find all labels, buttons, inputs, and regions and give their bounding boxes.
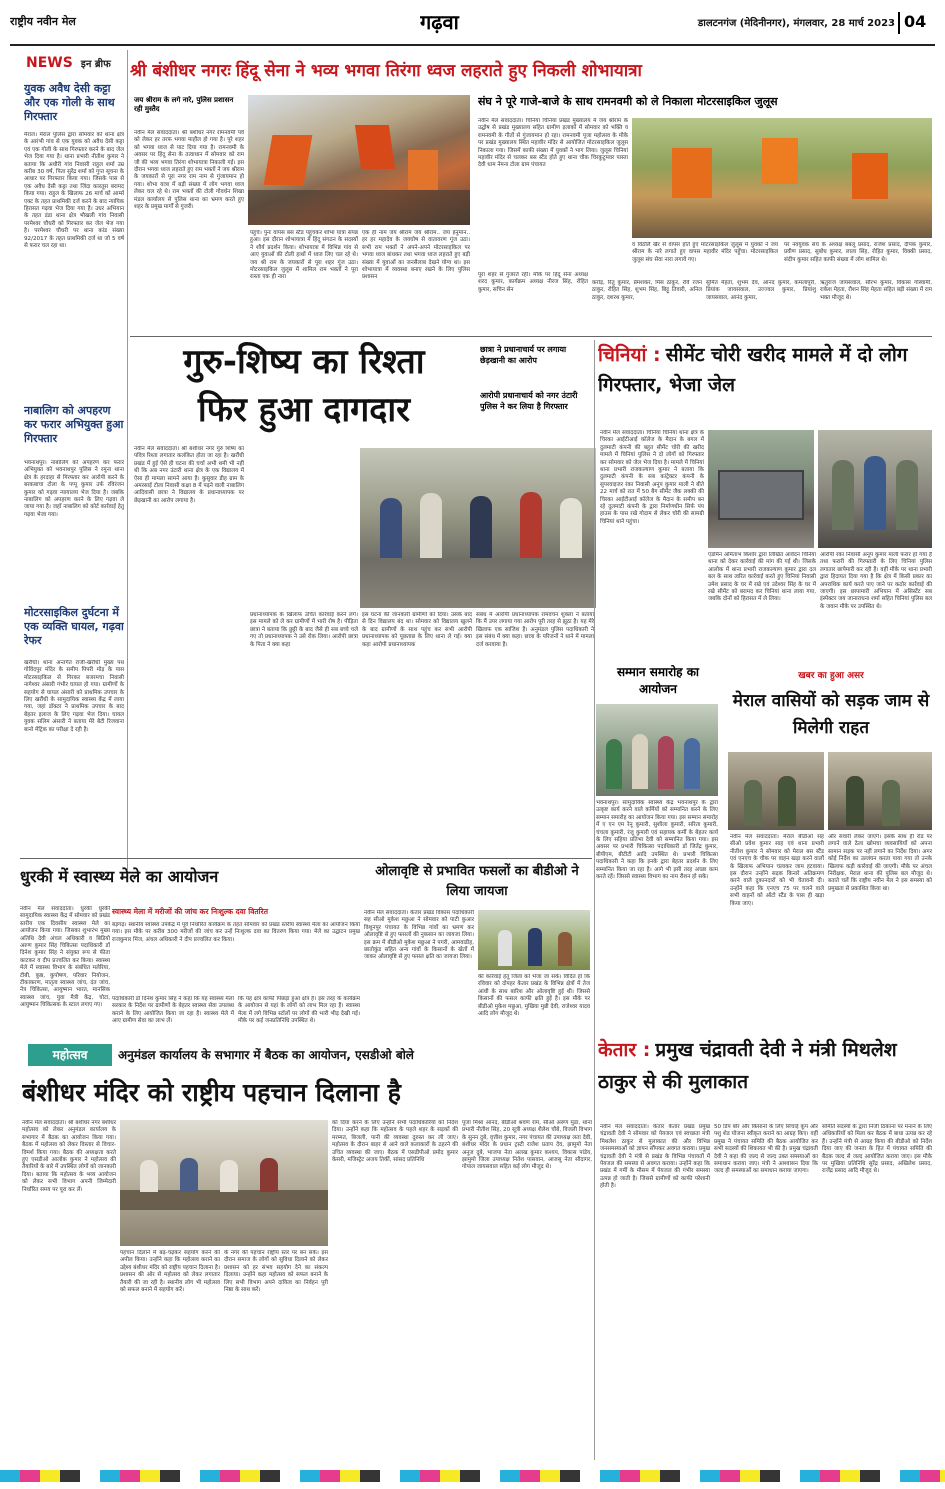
- story7-body-col1: नवीन मेल संवाददाता। धुरकी धुरकी सामुदायिक स्वास्थ्य केंद्र में सोमवार को प्रखंड स्तरीय एक दिवसीय स्वास्थ्य मेले का आयोजन किया गया। जिसका शुभारंभ मुख्य अतिथि देवी अंचल अधिकारी व बिडियो अरुण कुमार सिंह चिकित्सा पदाधिकारी डॉ दिनेश कुमार सिंह ने संयुक्त रूप से फीता काटकर व दीप प्रज्वलित कर किया। स्वास्थ्य मेले में स्वास्थ्य विभाग के संबंधित मलेरिया, टीबी, कुष्ठ, कुपोषण, परिवार नियोजन, टीकाकरण, मातृत्व स्वास्थ्य जांच, दंत जांच, नेत्र चिकित्सा, आयुष्मान भारत, मानसिक स्वास्थ्य जांच, युवा मैत्री केंद्र, चोटा, आयुष्मान चिकित्सक के स्टाल लगाए गए।: [20, 906, 110, 1009]
- news-badge-label: NEWS: [26, 55, 73, 71]
- sidebar-badge: [26, 52, 124, 76]
- sidebar-body-3: खरौंधी। थाना अन्तर्गत राजी-खरौंधी मुख्य पथ गोविंदपुर मंदिर के समीप पिपरी मोड़ के पास मोटरसाइकिल से गिरकर बजरमचा निवासी नागेश्वर अंसारी गंभीर घायल हो गया। ग्रामीणों के सहयोग से घायल अंसारी को प्राथमिक उपचार के लिए खरौंधी के सामुदायिक स्वास्थ्य केंद्र में लाया गया, जहां डॉक्टर ने प्राथमिक उपचार के बाद बेहतर इलाज के लिए गढ़वा भेज दिया। घायल युवक सलिम अंसारी ने बताया मेरे बेटी रिजवाना बानो मेट्रिक का परीक्षा दे रही है।: [24, 660, 124, 733]
- story2-body-col2: पूरा शहर से गुजरते रहीं। मौके पर हिंदू सेना अध्यक्ष शरद कुमार, कार्यक्रम अध्यक्ष नीरज सिंह, रोहित कुमार, सचिन सेन: [478, 272, 588, 293]
- mid-rule: [20, 858, 592, 859]
- story3-body-col1: नवीन मेल संवाददाता। श्री बंशीधर नगर गुरु शिष्य का पवित्र रिश्ता लगातार कलंकित होता जा रहा है। खरौंधी प्रखंड में हुई ऐसे ही घटना की चर्चा अभी थमी भी नहीं थी कि अब नगर उंटारी थाना क्षेत्र के एक विद्यालय में ऐसा ही मामला सामने आया है। कुसुवार डीह ग्राम के अमरसाई टोला निवासी कक्षा 8 में पढ़ने वाली नाबालिग आदिवासी छात्रा ने विद्यालय के प्रधानाध्यापक पर छेड़खानी का आरोप लगाया है।: [134, 446, 244, 504]
- story5-body: भवनाथपुर। सामुदायिक स्वास्थ्य केंद्र भवनाथपुर के द्वारा उत्कृष्ट कार्य करने वाले कर्मियों को सम्मानित करने के लिए सम्मान समारोह का आयोजन किया गया। इस सम्मान समारोह में ए एन एम रेनू कुमारी, सुशीला कुमारी, सरिता कुमारी, चंचला कुमारी, रंजू कुमारी एवं सहायक कर्मी के बेहतर कार्य के लिए सहिया प्रतिभा देवी को सम्मानित किया गया। इस अवसर पर प्रभारी चिकित्सा पदाधिकारी डॉ जितेंद्र कुमार, बीपीएम, बीटीटी आदि उपस्थित थे। प्रभारी चिकित्सा पदाधिकारी ने कहा कि इनके द्वारा बेहतर प्रदर्शन के लिए सम्मानित किया जा रहा है। आगे भी इसी तरह अच्छा काम करते रहें। जिससे स्वास्थ्य विभाग का नाम रौशन हो सके।: [596, 800, 718, 881]
- registration-strip: [0, 1470, 945, 1482]
- sidebar-headline-2: नाबालिग को अपहरण कर फरार अभियुक्त हुआ गिरफ्तार: [24, 404, 124, 445]
- story6-photo-left: [728, 752, 824, 830]
- story5-headline: सम्मान समारोह का आयोजन: [616, 665, 700, 696]
- story1-headline: हिंदू सेना ने भव्य भगवा तिरंगा ध्वज लहराते हुए निकली शोभायात्रा: [235, 61, 642, 81]
- story1-body-col1: नवीन मेल संवाददाता। श्री बंशीधर नगर रामनवमी पर्व को लेकर हर तरफ भगवा माहौल हो गया है। पूरे शहर को भगवा ध्वज से पाट दिया गया है। रामनवमी के अवसर पर हिंदू सेना के तत्वाधान में सोमवार को राम जी की भव्य भगवा तिरंगा शोभायात्रा निकाली गई। इस दौरान भगवा ध्वज लहराते हुए राम भक्तों ने जय श्रीराम के जयकारों से पूरा नगर राम नाम से गुंजायमान हो गया। शोभा यात्रा में बड़ी संख्या में लोग भगवा ध्वज लेकर चल रहे थे। राम भक्तों की टोली गोवर्धन शिखा मंडल कार्यालय से पुलिस थाना का भ्रमण करते हुए शहर के प्रमुख मार्गों से गुजरी।: [134, 130, 244, 211]
- story1-subhead: जय श्रीराम के लगे नारे, पुलिस प्रशासन रही मुस्तैद: [134, 96, 234, 113]
- sidebar-divider: [127, 50, 128, 870]
- story3-headline-1: गुरु-शिष्य का रिश्ता: [183, 342, 425, 382]
- mahotsav-body-col3: के नगर की पहचान राष्ट्रीय स्तर पर बन सके। इस दौरान समाज के लोगों को सुविधा दिलाने को लेकर प्रशासन को हर संभव सहयोग देने का संकल्प दिलाया। उन्होंने कहा महोत्सव को सफल बनाने के लिए सभी विभाग अपने दायित्व का निर्वहन पूरी निष्ठा के साथ करें।: [224, 1250, 328, 1294]
- story8-headline: ओलावृष्टि से प्रभावित फसलों का बीडीओ ने लिया जायजा: [375, 864, 579, 899]
- right-col-divider: [594, 340, 595, 1460]
- story9-kicker: केतार :: [598, 1039, 651, 1061]
- story8-photo: [478, 910, 590, 970]
- mahotsav-body-col2: पहचान दिलाने में बढ़-चढ़कर सहयोग करने की अपील किया। उन्होंने कहा कि महोत्सव कराने का उद्देश्य बंशीधर मंदिर को राष्ट्रीय पहचान दिलाना है। प्रशासन की ओर से महोत्सव को लेकर लगातार तैयारी की जा रही है। स्थानीय लोग भी महोत्सव को सफल बनाने में सहयोग करें।: [120, 1250, 220, 1294]
- story1-photo: [248, 95, 470, 225]
- mahotsav-tag: महोत्सव: [28, 1044, 112, 1066]
- story4-photo-right: [818, 430, 932, 548]
- masthead: [0, 0, 945, 46]
- story9-body-col2: 50 डिप बोर और किसानों के लिए सिंचाई कूप और पशु शेड योजना स्वीकृत कराने का आग्रह किए। वहीं प्रमुख ने पंचायत समिति की बैठक आयोजित कर सभी सदस्यों की शिकायत भी की है। प्रमुख चंद्रावती देवी ने कहा की जल्द से जल्द उक्त समस्याओं का समाधान कराया जाए। मंत्री ने आश्वासन दिया कि जल्द ही समस्याओं का समाधान कराया जाएगा।: [714, 1124, 818, 1175]
- story9-headline: प्रमुख चंद्रावती देवी ने मंत्री मिथलेश ठाकुर से की मुलाकात: [598, 1039, 897, 1093]
- section-title: गढ़वा: [420, 10, 459, 34]
- story4-kicker: चिनियां :: [598, 344, 661, 366]
- story2-body-col3: करोड़, रितु कुमार, प्रेमशंकर, मिंस ठाकुर, रवि रंजन ठाकुर, रोहित सिंह, शुभम सिंह, बिट्टू तिवारी, अनिल ठाकुर, दशरथ कुमार,: [592, 280, 702, 301]
- story7-body-col3: पदाधिकारी डॉ दिनेश कुमार सिंह ने कहा कि यह स्वास्थ्य मेला सरकार के निर्देश पर ग्रामीणों के बेहतर स्वास्थ्य सेवा उपलब्ध कराने के लिए आयोजित किया जा रहा है। स्वास्थ्य मेले में आए ग्रामीण सेवा का लाभ लें।: [112, 996, 234, 1025]
- story7-headline: धुरकी में स्वास्थ्य मेले का आयोजन: [20, 867, 219, 886]
- story6-photo-right: [828, 752, 932, 830]
- story4-body-col1: नवीन मेल संवाददाता। चिनियां चिनियां थाना क्षेत्र के चिरका आईटीआई कॉलेज के मैदान के बगल में दुलमाटी कंपनी की बहुत सीमेंट चोरी की खरीद मामले में चिनियां पुलिस ने दो लोगों को गिरफ्तार कर सोमवार को जेल भेज दिया है। मामले में चिनियां थाना प्रभारी राजकल्याण कुमार ने बताया कि दुलमाटी कंपनी के सब कांट्रेक्टर कंपनी के सुपरवाइजर रंका निवासी अनूप कुमार माली ने बीते 22 मार्च को रात में 50 बैग सीमेंट जैक लक्की की चिरका आईटीआई कॉलेज के मैदान के समीप बन रहे दुलमाटी कंपनी के द्वारा निर्माणधीन सिर्फ पंप हाउस के पास रखे गोदाम से लेकर चोरी की सामग्री चिनियां थाने पहुंचा।: [600, 430, 704, 525]
- story4-headline: सीमेंट चोरी खरीद मामले में दो लोग गिरफ्तार, भेजा जेल: [598, 344, 908, 396]
- story7-body-col4: कि यह क्षेत्र काफी पिछड़ा हुआ क्षेत्र है। इस तरह के कार्यक्रम के आयोजन से यहां के लोगों को लाभ मिल रहा है। स्वास्थ्य मेला में लगे विभिन्न स्टॉलों पर लोगों की भारी भीड़ देखी गई। मौके पर कई जनप्रतिनिधि उपस्थित थे।: [238, 996, 360, 1025]
- mahotsav-photo: [120, 1120, 328, 1246]
- story6-body-col1: नवीन मेल संवाददाता। मेराल बीडीओ सह सीओ प्रवेश कुमार साह एवं थाना प्रभारी नीतीश कुमार ने सोमवार को मेराल बस स्टैंड एवं एनएच के चौक पर वाहन खड़ा करने वालों के खिलाफ अभियान चलाकर जाम हटवाया। इस दौरान उन्होंने सड़क किनारे अतिक्रमण करने वाले दुकानदारों को भी चेतावनी दी। उन्होंने कहा कि एनएच 75 पर चलने वाले सभी वाहनों को ऑटो स्टैंड के पास ही खड़ा किया जाए।: [730, 834, 824, 907]
- story9-headline-box: [598, 1034, 932, 1110]
- story6-tag: खबर का हुआ असर: [798, 671, 864, 681]
- mahotsav-body-col4: को दिया करने के लिए उन्होंने सभी पदाधिकारियों को निर्देश दिया। उन्होंने कहा कि महोत्सव के पहले शहर के सड़कों की मरम्मत, बिजली, पानी की व्यवस्था दुरुस्त कर ली जाए। महोत्सव के दौरान बाहर से आने वाले कलाकारों के ठहरने की उचित व्यवस्था की जाए। बैठक में एसडीपीओ प्रमोद कुमार केसरी, मजिस्ट्रेट अजय तिर्की, सांसद प्रतिनिधि: [332, 1120, 458, 1164]
- mahotsav-body-col5: पूजा मिश्रा आनंद, बीडीओ श्रवण राम, सीओ अरुण मुंडा, थाना प्रभारी नीतीश सिंह, 20 सूत्री अध्यक्ष शैलेश चौबे, विजली विभाग के सुनन दुबे, वृत्तीश कुमार, नगर पंचायत की उपाध्यक्ष लता देवी, बंशीधर मंदिर के प्रधान ट्रस्टी राजेश प्रताप देव, झामुमो नेता अनुज दुबे, भाजपा नेता अलख कुमार कश्यप, विकास पांडेय, झामुमो जिला उपाध्यक्ष नितेश पासवान, आजसू नेता सौदागर, गोपाल जायसवाल सहित कई लोग मौजूद थे।: [462, 1120, 592, 1171]
- mahotsav-body-col1: नवीन मेल संवाददाता। श्री बंशीधर नगर बंशीधर महोत्सव को लेकर अनुमंडल कार्यालय के सभागार में बैठक का आयोजन किया गया। बैठक में महोत्सव को लेकर विस्तार से विचार-विमर्श किया गया। बैठक की अध्यक्षता करते हुए एसडीओ आलोक कुमार ने महोत्सव की तैयारियों के बारे में उपस्थित लोगों को जानकारी दिया। बताया कि महोत्सव के भव्य आयोजन को लेकर सभी विभाग अपनी जिम्मेदारी निर्धारित समय पर पूरा कर लें।: [22, 1120, 116, 1193]
- story3-headline-2: फिर हुआ दागदार: [197, 390, 411, 430]
- story4-photo-left: [708, 430, 814, 548]
- story2-photo: [632, 118, 932, 238]
- sidebar-body-2: भवनाथपुर। नाबालिग को अपहरण कर फरार अभियुक्त को भवनाथपुर पुलिस ने रमुना थाना क्षेत्र के हरदाहा से गिरफ्तार कर आरोपी करने के बरकबाचा टोला के पप्पू कुमार उर्फ रविरंजन कुमार को गढ़वा न्यायालय भेज दिया है। जबकि नाबालिग को अपहरण करने के लिए गढ़वा ले जाया गया है। जहाँ नाबालिग को कोर्ट कार्रवाई हेतु गढ़वा भेजा गया।: [24, 460, 124, 518]
- story2-body: नवीन मेल संवाददाता। चिनियां चिनियां प्रखंड मुख्यालय में जय श्रीराम के उद्घोष से प्रखंड मुख्यालय सहित ग्रामीण इलाकों में सोमवार को भक्ति व रामनवमी के गीतों से गुंजायमान हो रहा। रामनवमी पूजा महोत्सव के मौके पर प्रखंड मुख्यालय स्थित महावीर मंदिर से आयोजित मोटरसाइकिल जुलूस निकाला गया। जिसमें काफी संख्या में युवकों ने भाग लिया। जुलूस चिनियां महावीर मंदिर से चलकर बस स्टैंड होते हुए थाना चौक चिरकुटुमवर पास्ता देवी धाम नेमना टोला ग्राम पंचायत: [478, 118, 628, 169]
- story8-body-col2: की कार्रवाई हेतु जिला को भेजा जा सके। विदित हो कि रविवार को दोपहर केतार प्रखंड के विभिन्न क्षेत्रों में तेज आंधी के साथ बारिश और ओलावृष्टि हुई थी। जिससे किसानों की फसल काफी क्षति हुई है। इस मौके पर बीडीओ मुकेश मछुआ, मुखिया मुन्नी देवी, राजेश्वर यादव आदि लोग मौजूद थे।: [478, 974, 590, 1018]
- sidebar-headline-3: मोटरसाइकिल दुर्घटना में एक व्यक्ति घायल, गढ़वा रेफर: [24, 606, 124, 647]
- story6-headline: मेराल वासियों को सड़क जाम से मिलेगी राहत: [732, 691, 930, 738]
- story3-photo: [360, 448, 596, 608]
- story1-body-col2: पहुंचे। पुनः वापस बस स्टैंड पहुंचकर शोभा यात्रा संपन्न हुआ। इस दौरान शोभायात्रा में हिंदू संगठन के सदस्यों ने शौर्य प्रदर्शन किया। शोभायात्रा में विभिन्न गांव से आए युवाओं की टोली हाथों में ध्वज लिए चल रहे थे। जय श्री राम के जयकारों से पूरा शहर गूंज उठा। मोटरसाइकिल जुलूस में शामिल राम भक्तों ने पूरा रास्ता एक ही नारा: [250, 230, 358, 281]
- story8-body-col1: नवीन मेल संवाददाता। केतार प्रखंड विकास पदाधिकारी सह सीओ मुकेश मछुआ ने सोमवार को पाटी कुआर विशुनपुर पंचायत के विभिन्न गांवों का भ्रमण कर ओलावृष्टि से हुए फसलों की नुकसान का जायजा लिया। इस क्रम में बीडीओ मुकेश मछुआ ने पगरी, आमवाडीह, छातोकुंड सहित अन्य गांवों के किसानों के खेतों में जाकर ओलावृष्टि से हुए फसल क्षति का जायजा लिया।: [364, 910, 474, 961]
- story2-body-col5: ऋतुराज जायसवाल, सौरभ कुमार, विकास गोस्वामी, राकेश मेहता, रौशन सिंह मेहता सहित बड़ी संख्या में राम भक्त मौजूद थे।: [820, 280, 932, 301]
- story2-caption-right: पर नवयुवक संघ के अध्यक्ष बबलू प्रसाद, राजेश प्रसाद, दीपक कुमार, प्रवीण प्रसाद, सुबोध कुमार, लाला सिंह, रोहित कुमार, विक्की प्रसाद, संदीप कुमार सहित काफी संख्या में लोग शामिल थे।: [784, 242, 932, 263]
- sidebar-headline-1: युवक अवैध देसी कट्टा और एक गोली के साथ गिरफ्तार: [24, 82, 115, 123]
- story3-deck-1: छात्रा ने प्रधानाचार्य पर लगाया छेड़खानी का आरोप: [480, 345, 567, 365]
- story1-body-col3: एक ही नाम जय श्रीराम जय श्रीराम.. जय हनुमान.. हर हर महादेव के जयघोष से वातावरण गूंज उठा। सभी राम भक्तों ने अपने-अपने मोटरसाइकिल पर भगवा ध्वज बांधकर तथा भगवा ध्वज लहराते हुए बड़ी संख्या में युवाओं का जनसैलाब देखने योग्य था। इस शोभायात्रा में व्यवस्था बनाए रखने के लिए पुलिस प्रशासन: [362, 230, 470, 281]
- story9-body-col3: समिति सदस्यों के द्वारा निजी ठिकाना पर मनाने के लिए अधिकारियों को मिला कर बैठक में बाधा उत्पन्न कर रहे हैं। उन्होंने मंत्री से आग्रह किया की बीडीओ को निर्देश दिया जाए की जनता के हित में पंचायत समिति की बैठक जल्द से जल्द आयोजित कराया जाए। इस मौके पर मुखिया प्रतिनिधि सुरेंद्र प्रसाद, अखिलेश प्रसाद, राजेंद्र प्रसाद आदि मौजूद थे।: [822, 1124, 932, 1175]
- story3-body-col3: इस घटना की जानकारी ग्रामीणों को दिया। उसके बाद से दिन विद्यालय बंद था। सोमवार को विद्यालय खुलने के बाद ग्रामीणों के साथ पहुंच कर सभी आरोपी प्रधानाध्यापक को पूछताछ के लिए थाना ले गई। क्या कहा आरोपी प्रधानाध्यापक: [362, 612, 472, 648]
- dateline: डालटनगंज (मेदिनीनगर), मंगलवार, 28 मार्च 2023: [697, 18, 895, 29]
- masthead-rule: [10, 44, 935, 46]
- story4-headline-box: [598, 340, 932, 414]
- story2-caption-left: व विठौलै खैर से वापस होते हुए मोटरसाइकिल जुलूस में युवकों ने जय श्रीराम के नारे लगाते हुए वापस महावीर मंदिर पहुँचा। मोटरसाइकिल जुलूस संघ सेवा नारा लगाये गए।: [632, 242, 778, 263]
- story7-body-col2: बड़गढ़। स्थानीय स्वास्थ्य उपकेंद्र में पूर्व निर्धारित कार्यक्रम के तहत सोमवार को प्रखंड स्तरीय स्वास्थ्य मेला का आयोजन किया गया। इस मौके पर करीब 300 मरीजों की जांच कर उन्हें निःशुल्क दवा का वितरण किया गया। मेले का उद्घाटन प्रमुख राजकुमार मिंज, अंचल अधिकारी ने दीप प्रज्वलित कर किया।: [112, 922, 360, 943]
- story4-body-col2: एडमिन अमिताभ किशोर द्वारा लिखित आवेदन चिनियां थाना को देकर कार्रवाई की मांग की गई थी। जिसके आलोक में थाना प्रभारी राजकल्याण कुमार द्वारा दल बल के साथ त्वरित कार्रवाई करते हुए चिनियां निवासी उमेश प्रसाद के घर में रखे एवं उदेश्वर सिंह के घर में रखे सीमेंट को बरामद कर चिनियां थाना लाया गया, जबकि दोनों को हिरासत में ले लिया।: [708, 552, 816, 603]
- story3-body-col4: संबंध में आरोपी प्रधानाध्यापक रामवचन शुक्ला ने बताया कि मैं उपर लगाया गया आरोप पूरी तरह से झूठा है। यह मेरे खिलाफ एक साजिश है। अनुमंडल पुलिस पदाधिकारी ने इस संबंध में क्या कहा। छात्रा के परिजनों ने थाने में मामला दर्ज करवाया है।: [476, 612, 594, 648]
- story5-photo: [596, 704, 718, 796]
- story1-kicker: श्री बंशीधर नगरः: [130, 61, 231, 81]
- row1-rule: [130, 336, 932, 337]
- story2-body-col4: सुमित मेहता, शुभम देव, आनंद कुमार, कमलापुरी, प्रियांक जायसवाल, उज्ज्वल कुमार, प्रियांशु जायसवाल, आनंद कुमार,: [706, 280, 816, 301]
- story6-body-col2: और सवारी लेकर जाएंगे। इसके साथ ही रोड पर लगाने वाले ठेला खोमचा व्यवसायियों को अपना सामान सड़क पर नहीं लगाने का निर्देश दिया। अगर कोई निर्देश का उल्लंघन करता पाया गया तो उनके खिलाफ कड़ी कार्रवाई की जाएगी। मौके पर अंचल निरीक्षक, मेराल थाना की पुलिस बल मौजूद थे। बताते चलें कि राष्ट्रीय नवीन मेल ने इस समस्या को प्रमुखता से प्रकाशित किया था।: [828, 834, 932, 892]
- story9-body-col1: नवीन मेल संवाददाता। केतार केतार प्रखंड प्रमुख चंद्रावती देवी ने सोमवार को पेयजल एवं स्वच्छता मंत्री मिथलेश ठाकुर से मुलाकात की और विभिन्न जनसमस्याओं को ज्ञापन सौंपकर अवगत कराया। प्रमुख चंद्रावती देवी ने मंत्री से प्रखंड के विभिन्न पंचायतों में पेयजल की समस्या से अवगत कराया। उन्होंने कहा कि प्रखंड में गर्मी के मौसम में पेयजल की गंभीर समस्या उत्पन्न हो जाती है। जिससे ग्रामीणों को काफी परेशानी होती है।: [600, 1124, 710, 1190]
- story3-body-col2: प्रधानाध्यापक के खिलाफ उचित कार्रवाई करने लगे। इस मामले को ले कर ग्रामीणों में भारी रोष है। पीड़िता छात्रा ने बताया कि छुट्टी के बाद जैसे ही सब बच्चे चले गए तो प्रधानाध्यापक ने उसे रोक लिया। आरोपी छात्रा के पिता ने क्या कहा: [250, 612, 358, 648]
- sidebar-body-1: मेराल। मेराल पुलिस द्वारा सोमवार को थाना क्षेत्र के आरंभी गांव से एक युवक को अवैध देसी कट्टा एवं एक गोली के साथ गिरफ्तार करने के बाद जेल भेज दिया गया है। थाना प्रभारी नीतीश कुमार ने बताया कि अधौरी गांव निवासी राहुल शर्मा उम्र करीब 30 वर्ष, पिता सुरेंद्र शर्मा को गुप्त सूचना के आधार पर गिरफ्तार किया गया। जिसके पास से एक अवैध देसी कट्टा तथा जिंदा कारतूस बरामद किया गया। राहुल के खिलाफ 26 मार्च को आर्म्स एक्ट के तहत प्राथमिकी दर्ज करने के बाद न्यायिक हिरासत गढ़वा भेज दिया गया है। उधर अभियान के तहत डंडा थाना क्षेत्र भौखली गांव निवासी परमेश्वर चौधरी को गिरफ्तार कर जेल भेज गया है। परमेश्वर चौधरी पर थाना कांड संख्या 92/2017 के तहत प्राथमिकी दर्ज था जो 5 वर्ष से फरार चल रहा था।: [24, 132, 124, 250]
- story1-headline-bar: [130, 58, 930, 88]
- mahotsav-headline: बंशीधर मंदिर को राष्ट्रीय पहचान दिलाना है: [22, 1078, 401, 1107]
- mahotsav-subhead: अनुमंडल कार्यालय के सभागार में बैठक का आयोजन, एसडीओ बोले: [118, 1048, 414, 1062]
- paper-logo: राष्ट्रीय नवीन मेल: [10, 15, 76, 28]
- story3-deck-2: आरोपी प्रधानाचार्य को नगर उंटारी पुलिस ने कर लिया है गिरफ्तार: [480, 391, 578, 411]
- news-badge-sub: इन ब्रीफ: [80, 59, 111, 70]
- story2-headline: संघ ने पूरे गाजे-बाजे के साथ रामनवमी को ले निकाला मोटरसाइकिल जुलूस: [478, 95, 778, 108]
- story4-body-col3: आरोपी रंका निवासी अनूप कुमार माली फरार हो गया है तथा फरारी की गिरफ्तारी के लिए चिनियां पुलिस लगातार छापेमारी कर रही है। वहीं मौके पर थाना प्रभारी द्वारा हिदायत दिया गया है कि क्षेत्र में किसी प्रकार का अपराधिक कार्य करते पाए जाने पर कठोर कार्रवाई की जाएगी। इस छापामारी अभियान में असिस्टेंट सब इंस्पेक्टर जय जानाराधना शर्मा सहित चिनियां पुलिस बल के जवान मौके पर उपस्थित थे।: [820, 552, 932, 610]
- page-number: 04: [898, 12, 930, 34]
- story7-subhead: स्वास्थ्य मेला में मरीजों की जांच कर निःशुल्क दवा वितरित: [112, 907, 268, 916]
